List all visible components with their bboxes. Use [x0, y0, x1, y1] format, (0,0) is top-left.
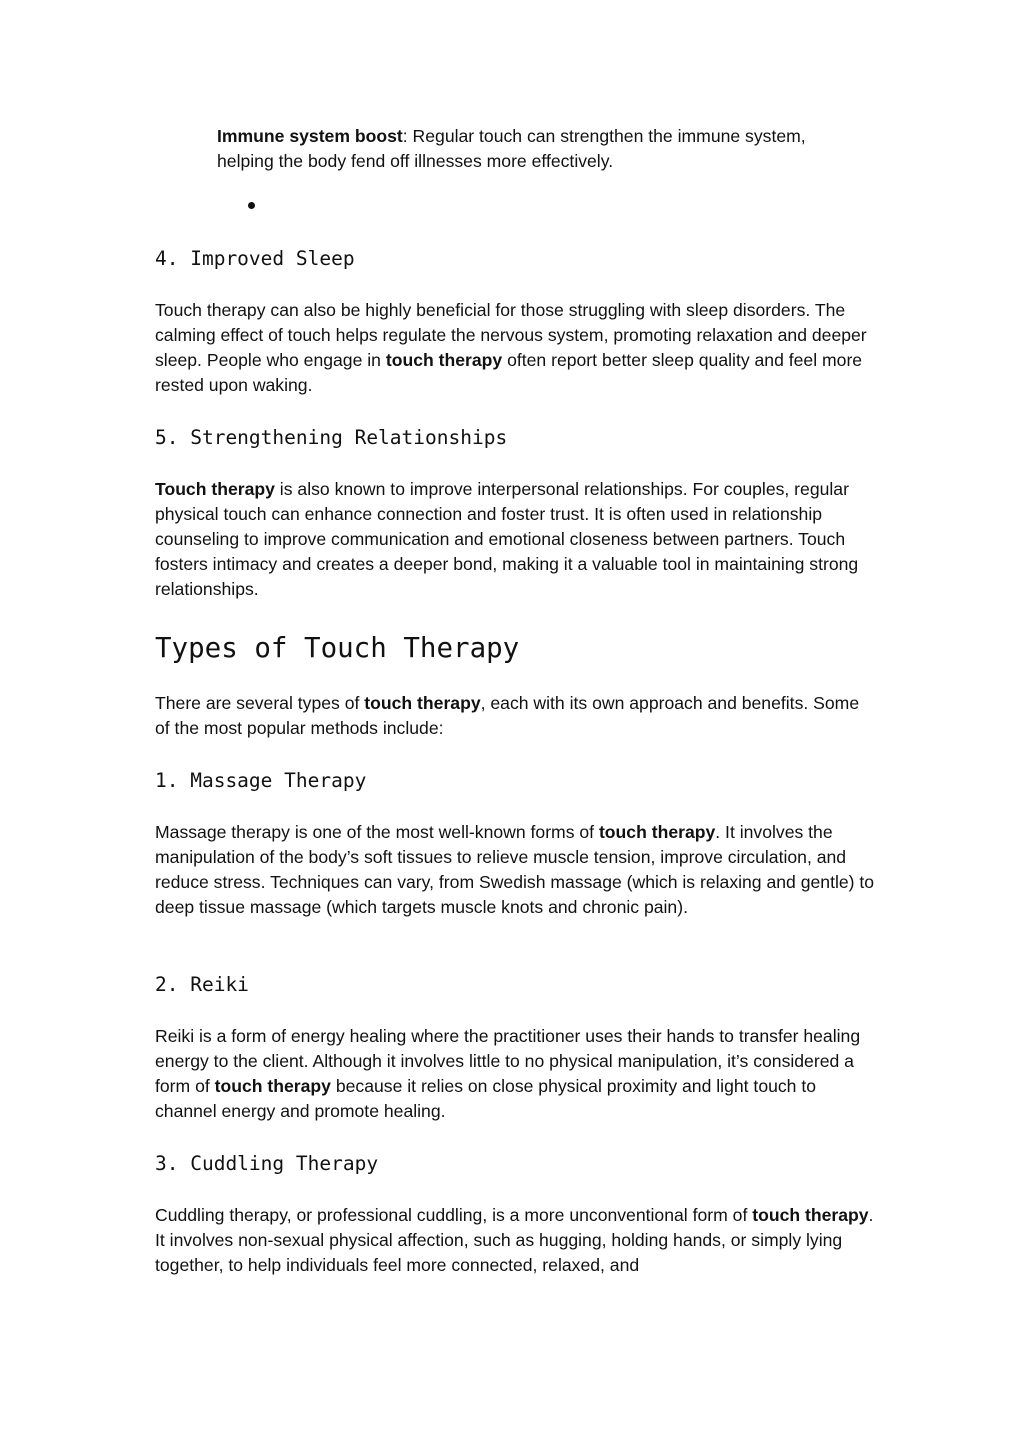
reiki-text-2: because it relies on close physical proximity and light touch to channel energy and promote healing. — [155, 1076, 817, 1121]
types-bold: touch therapy — [364, 693, 481, 713]
heading-types-of-touch-therapy: Types of Touch Therapy — [155, 632, 520, 664]
massage-text-1: Massage therapy is one of the most well-known forms of — [155, 822, 599, 842]
immune-system-item — [217, 124, 867, 174]
improved-sleep-text-1: Touch therapy can also be highly beneficial for those struggling with sleep disorders. The calming effect of touch helps regulate the nervous system, promoting relaxation and deeper sleep. People who engage in — [155, 300, 867, 370]
paragraph-relationships — [155, 477, 875, 602]
heading-strengthening-relationships: 5. Strengthening Relationships — [155, 426, 508, 449]
cuddling-text-2: . It involves non-sexual physical affection, such as hugging, holding hands, or simply lying together, to help individuals feel more connected, relaxed, and — [155, 1205, 874, 1275]
reiki-text-1: Reiki is a form of energy healing where the practitioner uses their hands to transfer healing energy to the client. Although it involves little to no physical manipulation, it’s considered a form of — [155, 1026, 861, 1096]
heading-reiki: 2. Reiki — [155, 973, 249, 996]
immune-system-text: : Regular touch can strengthen the immune system, helping the body fend off illnesses more effectively. — [217, 126, 806, 171]
immune-system-label: Immune system boost — [217, 126, 403, 146]
improved-sleep-text-2: often report better sleep quality and feel more rested upon waking. — [155, 350, 863, 395]
improved-sleep-bold: touch therapy — [385, 350, 503, 370]
types-text-1: There are several types of — [155, 693, 365, 713]
empty-bullet-icon — [248, 202, 255, 209]
relationships-bold: Touch therapy — [155, 479, 275, 499]
cuddling-text-1: Cuddling therapy, or professional cuddling, is a more unconventional form of — [155, 1205, 753, 1225]
paragraph-reiki — [155, 1024, 875, 1124]
massage-bold: touch therapy — [598, 822, 716, 842]
heading-improved-sleep: 4. Improved Sleep — [155, 247, 355, 270]
relationships-text: is also known to improve interpersonal relationships. For couples, regular physical touch can enhance connection and foster trust. It is often used in relationship counseling to improve communication and emotional closeness between partners. Touch fosters intimacy and creates a deeper bond, making it a valuable tool in maintaining strong relationships. — [155, 479, 859, 599]
reiki-bold: touch therapy — [214, 1076, 331, 1096]
paragraph-cuddling-therapy — [155, 1203, 875, 1278]
paragraph-massage-therapy — [155, 820, 875, 920]
heading-massage-therapy: 1. Massage Therapy — [155, 769, 367, 792]
types-text-2: , each with its own approach and benefits. Some of the most popular methods include: — [155, 693, 860, 738]
massage-text-2: . It involves the manipulation of the body’s soft tissues to relieve muscle tension, improve circulation, and reduce stress. Techniques can vary, from Swedish massage (which is relaxing and gentle) to deep tissue massage (which targets muscle knots and chronic pain). — [155, 822, 875, 917]
cuddling-bold: touch therapy — [752, 1205, 869, 1225]
paragraph-types-intro — [155, 691, 875, 741]
heading-cuddling-therapy: 3. Cuddling Therapy — [155, 1152, 379, 1175]
paragraph-improved-sleep — [155, 298, 875, 398]
